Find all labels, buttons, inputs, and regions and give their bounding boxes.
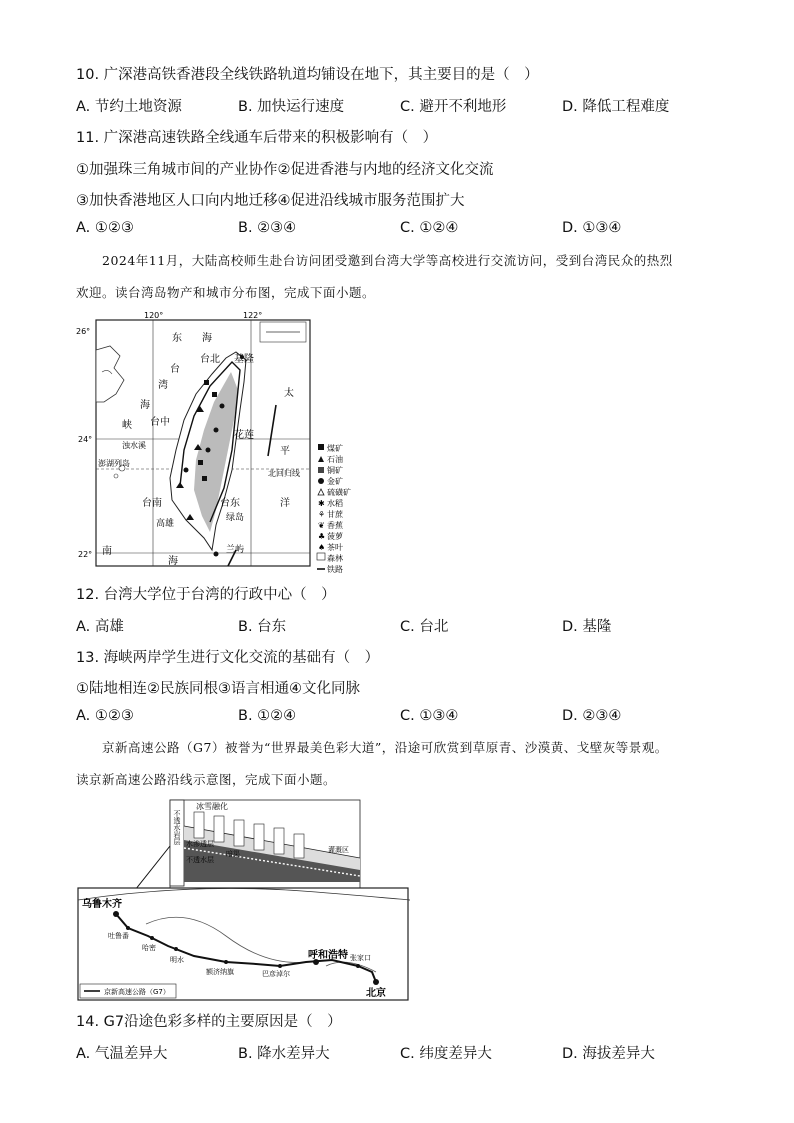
legend-item: 森林: [327, 554, 343, 563]
question-14-options: [76, 1042, 736, 1062]
intro-paragraph-taiwan: [76, 245, 726, 309]
intro-line: 读京新高速公路沿线示意图，完成下面小题。: [76, 772, 337, 787]
intro-line: 京新高速公路（G7）被誉为“世界最美色彩大道”，沿途可欣赏到草原青、沙漠黄、戈壁灰等景观。: [102, 740, 668, 755]
option-b[interactable]: B. 台东: [238, 619, 287, 635]
inset-label: 灌溉区: [328, 846, 349, 854]
place-label: 绿岛: [226, 513, 245, 523]
place-label: 基隆: [234, 354, 254, 365]
place-label: 太: [284, 388, 294, 399]
question-11-options: [76, 220, 736, 240]
lon-label: 120°: [144, 311, 164, 320]
legend-item: 金矿: [327, 477, 343, 486]
map-legend: 京新高速公路（G7）: [104, 988, 170, 996]
option-a[interactable]: A. 气温差异大: [76, 1046, 168, 1062]
option-d[interactable]: D. ①③④: [562, 220, 622, 236]
legend-item: 铁路: [327, 565, 343, 574]
place-label: 台东: [220, 498, 240, 509]
legend-item: 水稻: [327, 499, 343, 508]
option-c[interactable]: C. 台北: [400, 619, 449, 635]
legend-item: 铜矿: [327, 466, 343, 475]
city-label: 吐鲁番: [108, 932, 129, 940]
place-label: 兰屿: [226, 545, 245, 555]
svg-text:♠: ♠: [318, 543, 326, 552]
svg-text:❦: ❦: [318, 521, 325, 530]
option-a[interactable]: A. ①②③: [76, 708, 134, 724]
legend-item: 甘蔗: [327, 510, 343, 519]
city-label: 乌鲁木齐: [82, 899, 122, 910]
legend-item: 香蕉: [327, 521, 343, 530]
place-label: 高雄: [156, 519, 175, 529]
place-label: 台北: [200, 354, 220, 365]
legend-item: 菠萝: [327, 532, 343, 541]
lat-label: 22°: [78, 550, 93, 559]
question-12-options: [76, 615, 736, 635]
option-b[interactable]: B. 加快运行速度: [238, 99, 345, 115]
city-label: 呼和浩特: [308, 950, 348, 961]
option-c[interactable]: C. 纬度差异大: [400, 1046, 492, 1062]
option-a[interactable]: A. 节约土地资源: [76, 99, 182, 115]
city-label: 哈密: [142, 944, 156, 952]
question-11-statement: ①加强珠三角城市间的产业协作②促进香港与内地的经济文化交流: [76, 162, 494, 178]
place-label: 海: [168, 556, 178, 567]
option-d[interactable]: D. 降低工程难度: [562, 99, 670, 115]
lat-label: 26°: [76, 327, 91, 336]
place-label: 湾: [158, 380, 168, 391]
legend-item: 茶叶: [327, 543, 343, 552]
lat-label: 24°: [78, 435, 93, 444]
inset-label: 水渗透层: [186, 840, 214, 848]
option-a[interactable]: A. ①②③: [76, 220, 134, 236]
place-label: 峡: [122, 420, 132, 431]
question-11-statement: ③加快香港地区人口向内地迁移④促进沿线城市服务范围扩大: [76, 193, 465, 209]
legend-item: 煤矿: [327, 444, 343, 453]
question-11-stem: 11. 广深港高速铁路全线通车后带来的积极影响有（ ）: [76, 130, 438, 146]
option-c[interactable]: C. ①③④: [400, 708, 459, 724]
city-label: 明水: [170, 956, 184, 964]
svg-text:✱: ✱: [318, 499, 325, 508]
place-label: 南: [102, 546, 112, 557]
inset-label: 冰雪融化: [196, 802, 228, 811]
option-b[interactable]: B. 降水差异大: [238, 1046, 330, 1062]
question-12-stem: 12. 台湾大学位于台湾的行政中心（ ）: [76, 587, 336, 603]
question-13-statement: ①陆地相连②民族同根③语言相通④文化同脉: [76, 681, 360, 697]
question-14-stem: 14. G7沿途色彩多样的主要原因是（ ）: [76, 1014, 342, 1030]
option-a[interactable]: A. 高雄: [76, 619, 124, 635]
karez-inset: [170, 800, 360, 900]
option-b[interactable]: B. ①②④: [238, 708, 297, 724]
place-label: 台中: [150, 417, 170, 428]
option-b[interactable]: B. ②③④: [238, 220, 297, 236]
question-13-stem: 13. 海峡两岸学生进行文化交流的基础有（ ）: [76, 650, 380, 666]
place-label: 东: [172, 333, 182, 344]
place-label: 洋: [280, 498, 290, 509]
option-c[interactable]: C. ①②④: [400, 220, 459, 236]
option-d[interactable]: D. 基隆: [562, 619, 612, 635]
inset-side-label: 不透水岩层: [173, 810, 181, 845]
place-label: 平: [280, 446, 290, 457]
city-label: 张家口: [350, 954, 371, 962]
place-label: 澎湖列岛: [98, 459, 130, 468]
svg-text:♣: ♣: [318, 532, 326, 541]
question-10-options: [76, 95, 736, 115]
intro-line: 2024年11月，大陆高校师生赴台访问团受邀到台湾大学等高校进行交流访问，受到台湾民众的热烈: [102, 253, 673, 268]
place-label: 浊水溪: [122, 441, 146, 450]
question-10-stem: 10. 广深港高铁香港段全线铁路轨道均铺设在地下，其主要目的是（ ）: [76, 67, 539, 83]
place-label: 海: [140, 400, 150, 411]
place-label: 台: [170, 364, 180, 375]
svg-text:⚘: ⚘: [318, 510, 326, 519]
place-label: 北回归线: [268, 469, 300, 478]
lon-label: 122°: [243, 311, 263, 320]
g7-highway-map: [76, 796, 410, 1002]
option-d[interactable]: D. ②③④: [562, 708, 622, 724]
place-label: 台南: [142, 498, 162, 509]
inset-label: 不透水层: [186, 856, 214, 864]
place-label: 海: [202, 333, 212, 344]
city-label: 巴彦淖尔: [262, 970, 290, 978]
option-d[interactable]: D. 海拔差异大: [562, 1046, 655, 1062]
taiwan-map: [76, 310, 376, 575]
legend-item: 硫磺矿: [327, 488, 351, 497]
map-legend: [317, 443, 351, 574]
question-13-options: [76, 708, 736, 728]
intro-line: 欢迎。读台湾岛物产和城市分布图，完成下面小题。: [76, 285, 376, 300]
city-label: 北京: [366, 988, 386, 999]
intro-paragraph-g7: [76, 732, 726, 796]
legend-item: 石油: [327, 455, 343, 464]
option-c[interactable]: C. 避开不利地形: [400, 99, 507, 115]
place-label: 花莲: [234, 430, 254, 441]
inset-label: 暗渠: [226, 850, 240, 858]
city-label: 额济纳旗: [206, 968, 234, 976]
